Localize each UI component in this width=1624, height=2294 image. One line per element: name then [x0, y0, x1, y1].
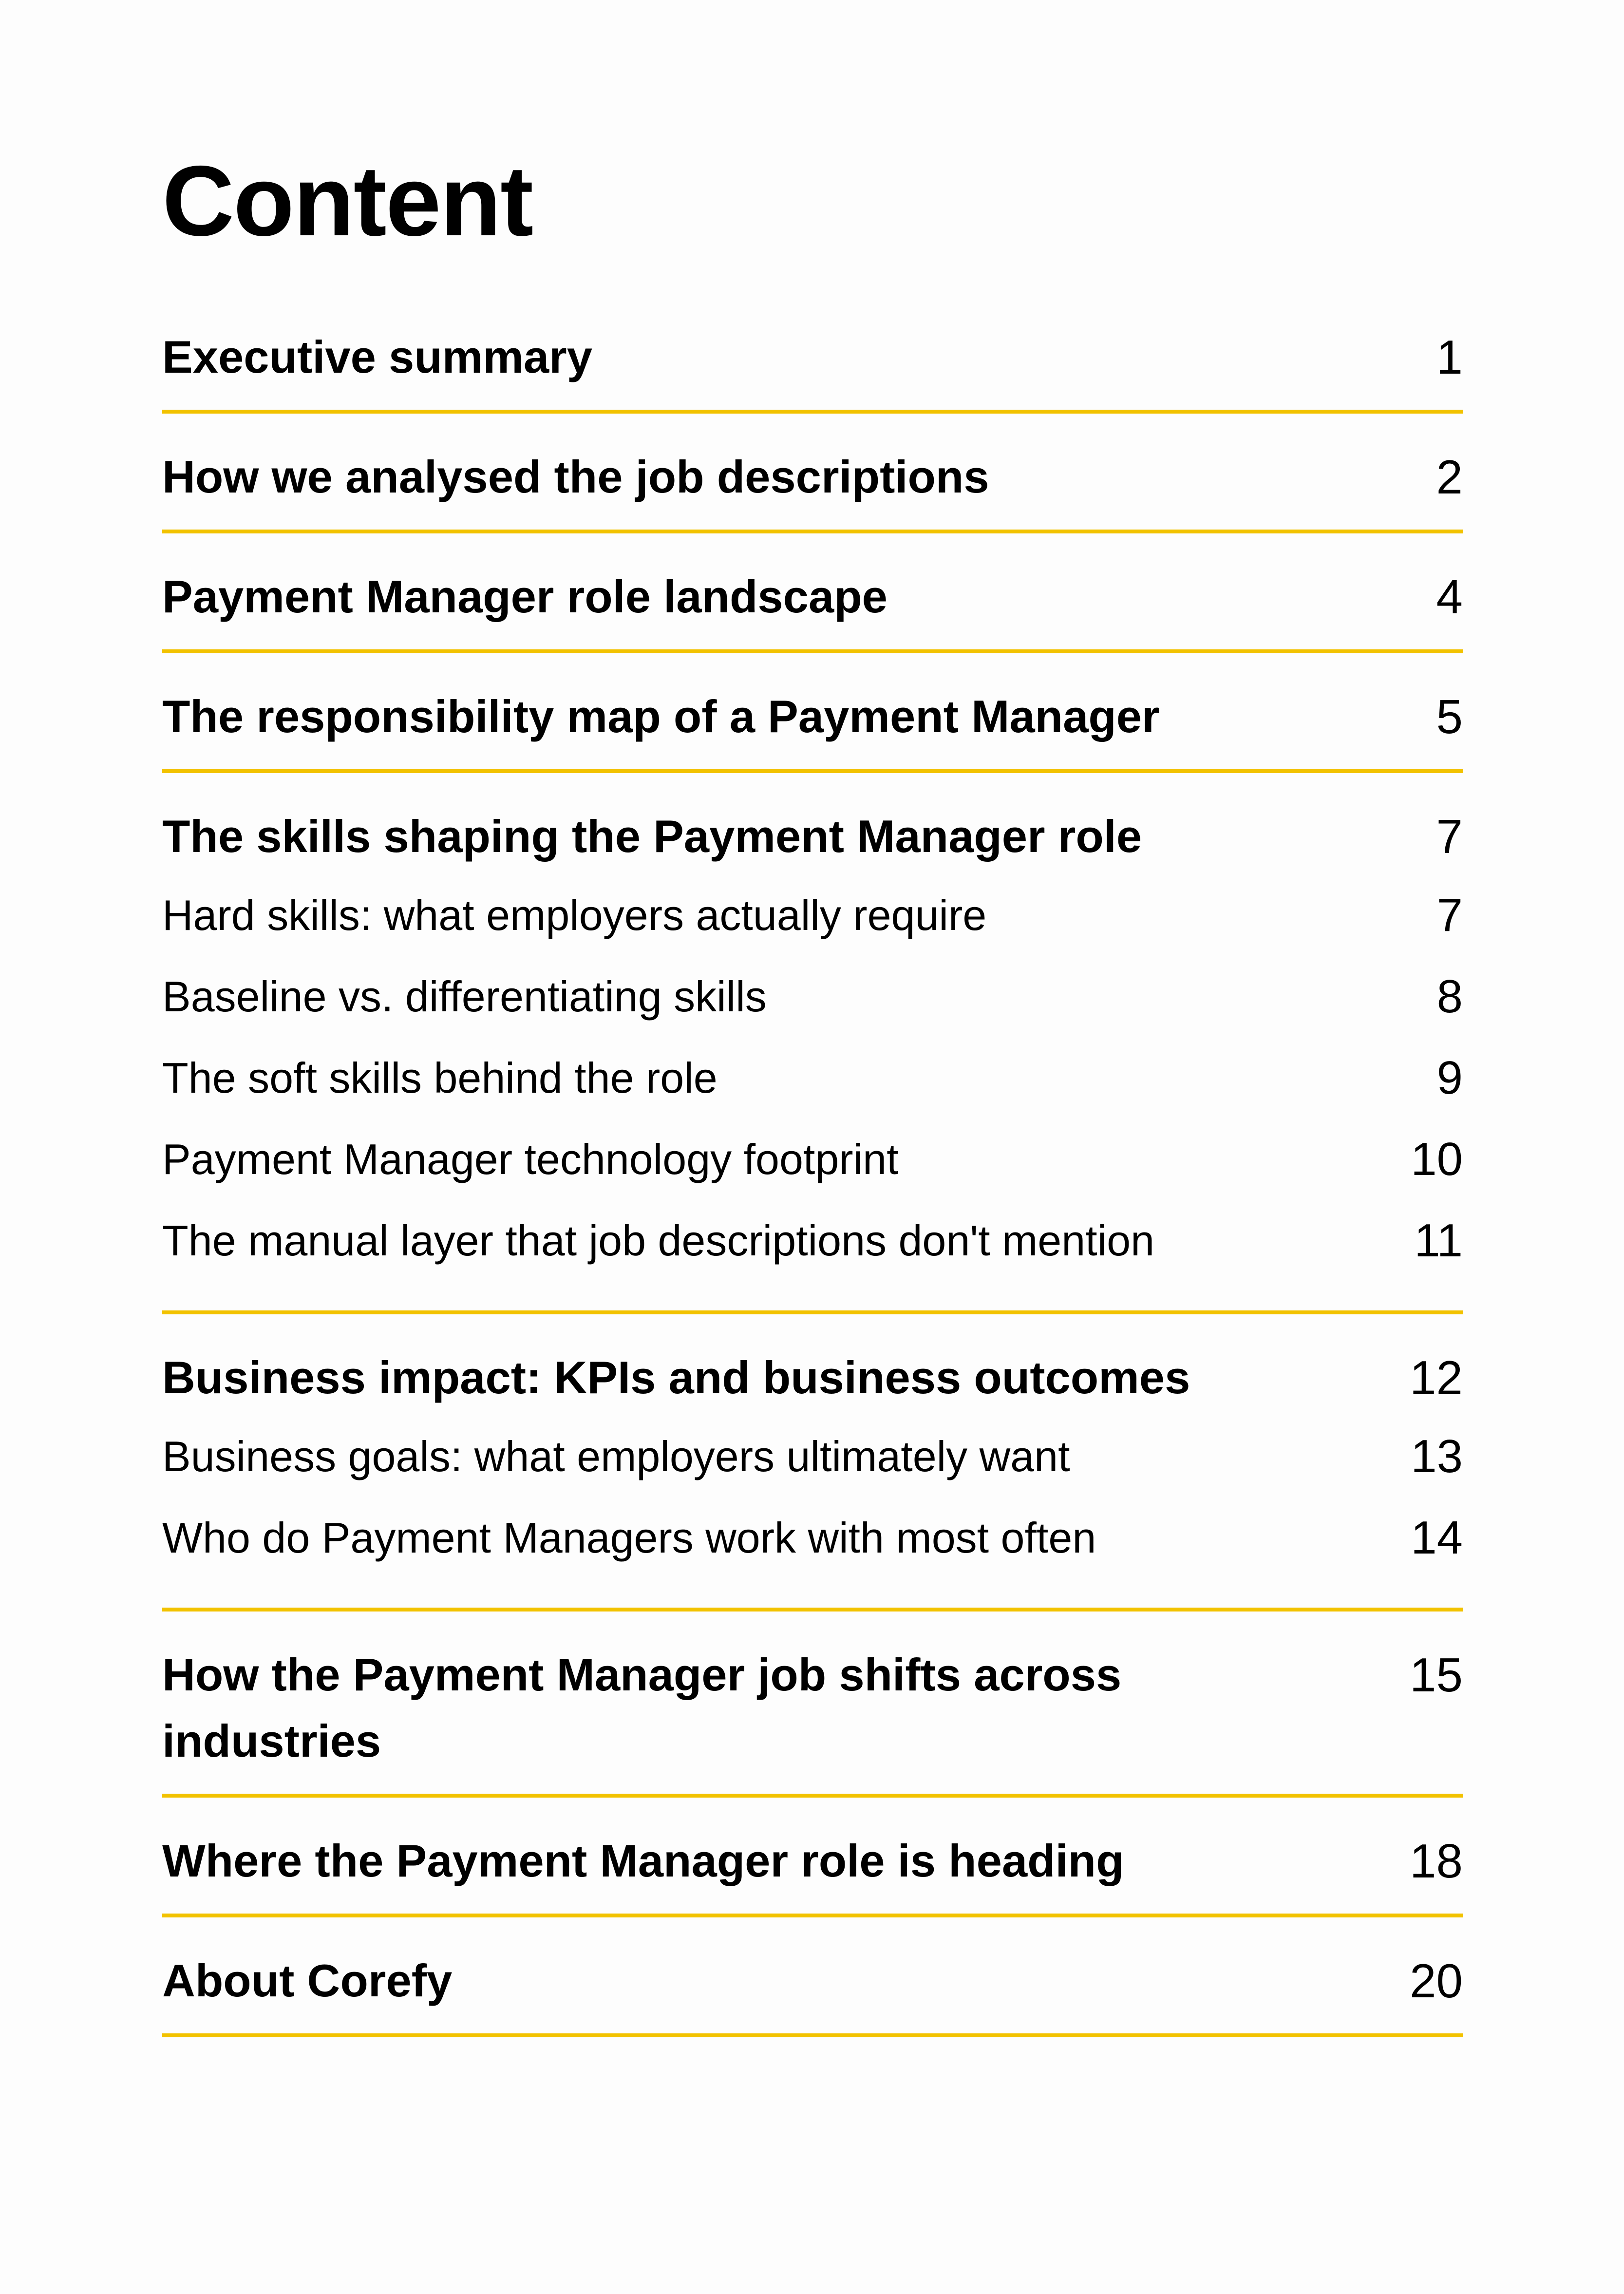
toc-entry-title: Business impact: KPIs and business outcomes — [162, 1352, 1190, 1403]
toc-entry-page: 4 — [1436, 570, 1463, 624]
toc-entry[interactable] — [162, 1345, 1463, 1411]
toc-subentry[interactable] — [162, 1497, 1463, 1578]
toc-section-skills — [162, 773, 1463, 1314]
toc-entry-page: 20 — [1409, 1954, 1463, 2008]
toc-subentry-page: 9 — [1436, 1052, 1463, 1104]
toc-entry-page: 1 — [1436, 330, 1463, 384]
toc-section-role-landscape — [162, 533, 1463, 653]
toc-entry-page: 15 — [1409, 1648, 1463, 1702]
toc-section-executive-summary — [162, 304, 1463, 414]
toc-subentry-page: 11 — [1414, 1214, 1463, 1267]
toc-section-business-impact — [162, 1314, 1463, 1611]
toc-subentry-title: The manual layer that job descriptions don't mention — [162, 1216, 1155, 1265]
toc-subentry-page: 7 — [1436, 889, 1463, 941]
toc-entry-title: The skills shaping the Payment Manager role — [162, 811, 1142, 862]
toc-entry[interactable] — [162, 683, 1463, 750]
toc-subentry-title: Business goals: what employers ultimately want — [162, 1432, 1070, 1480]
toc-entry-title: Where the Payment Manager role is heading — [162, 1835, 1124, 1886]
toc-subentry[interactable] — [162, 1119, 1463, 1200]
toc-entry-title: Executive summary — [162, 331, 593, 382]
toc-subentry-title: Who do Payment Managers work with most often — [162, 1514, 1096, 1562]
toc-entry[interactable] — [162, 1948, 1463, 2014]
toc-subentry[interactable] — [162, 874, 1463, 956]
toc-section-responsibility-map — [162, 653, 1463, 773]
toc-entry[interactable] — [162, 803, 1463, 870]
toc-entry[interactable] — [162, 1828, 1463, 1894]
toc-subentry[interactable] — [162, 1416, 1463, 1497]
toc-subentry-title: Payment Manager technology footprint — [162, 1135, 899, 1183]
toc-subentry[interactable] — [162, 956, 1463, 1037]
table-of-contents — [162, 304, 1463, 2037]
toc-subentry-page: 8 — [1436, 970, 1463, 1023]
toc-entry-title: How the Payment Manager job shifts across industries — [162, 1649, 1122, 1766]
toc-entry[interactable] — [162, 444, 1463, 510]
toc-entry[interactable] — [162, 1642, 1463, 1774]
toc-subentry[interactable] — [162, 1037, 1463, 1119]
toc-entry-page: 12 — [1409, 1351, 1463, 1404]
toc-subentry-page: 10 — [1411, 1133, 1463, 1185]
toc-entry-title: About Corefy — [162, 1955, 453, 2006]
toc-entry-title: How we analysed the job descriptions — [162, 451, 989, 502]
toc-subentry-page: 14 — [1411, 1512, 1463, 1564]
toc-section-industries — [162, 1611, 1463, 1798]
toc-subentry[interactable] — [162, 1200, 1463, 1281]
toc-entry-page: 18 — [1409, 1834, 1463, 1888]
toc-entry[interactable] — [162, 324, 1463, 390]
toc-entry-title: The responsibility map of a Payment Manager — [162, 691, 1160, 742]
toc-entry[interactable] — [162, 564, 1463, 630]
toc-entry-page: 2 — [1436, 450, 1463, 504]
toc-section-role-heading — [162, 1798, 1463, 1917]
toc-entry-title: Payment Manager role landscape — [162, 571, 888, 622]
toc-subentry-title: The soft skills behind the role — [162, 1054, 718, 1102]
toc-subentry-title: Baseline vs. differentiating skills — [162, 972, 767, 1021]
toc-subentry-title: Hard skills: what employers actually require — [162, 891, 987, 939]
toc-section-about-corefy — [162, 1917, 1463, 2037]
page-title: Content — [162, 145, 533, 257]
toc-entry-page: 7 — [1436, 810, 1463, 863]
toc-entry-page: 5 — [1436, 690, 1463, 743]
toc-section-job-descriptions — [162, 414, 1463, 533]
toc-subentry-page: 13 — [1411, 1430, 1463, 1482]
